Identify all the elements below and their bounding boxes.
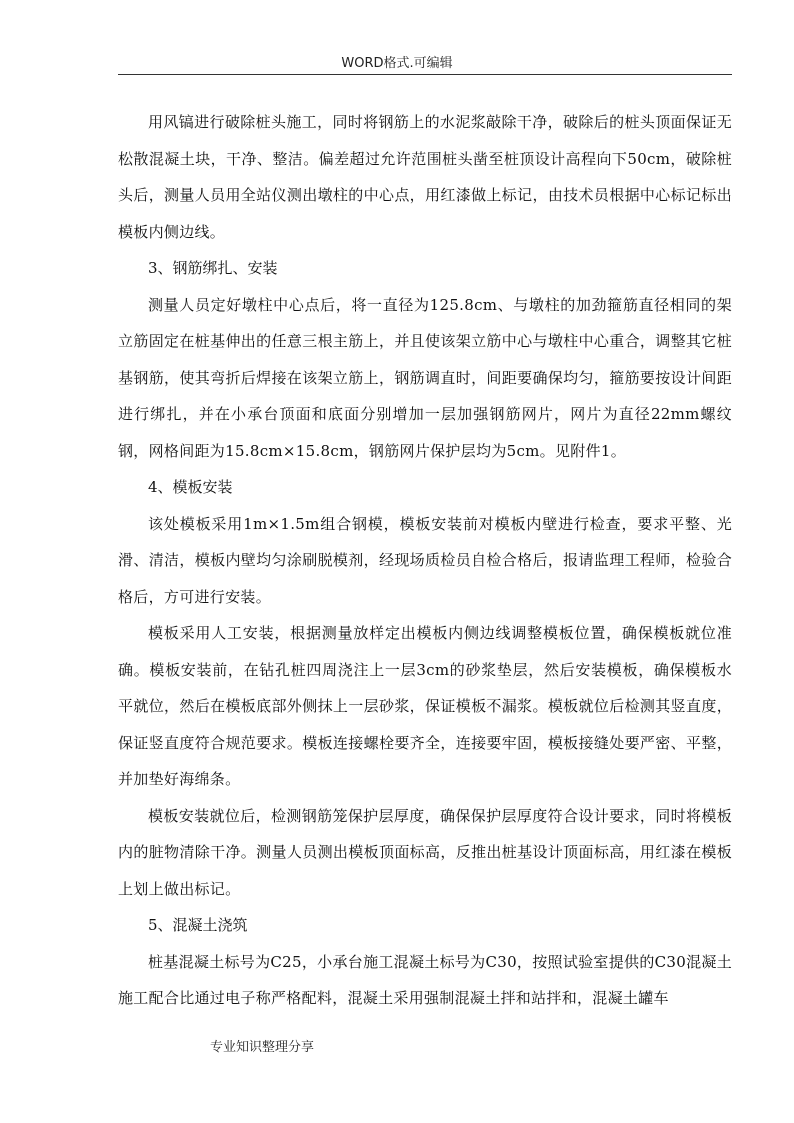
section-heading-concrete: 5、混凝土浇筑 bbox=[148, 916, 248, 934]
document-body bbox=[118, 104, 732, 1017]
paragraph-rebar-installation: 测量人员定好墩柱中心点后，将一直径为125.8cm、与墩柱的加劲箍筋直径相同的架立筋固定在桩基伸出的任意三根主筋上，并且使该架立筋中心与墩柱中心重合，调整其它桩基钢筋，使其弯折后焊接在该架立筋上，钢筋调直时，间距要确保均匀，箍筋要按设计间距进行绑扎，并在小承台顶面和底面分别增加一层加强钢筋网片，网片为直径22mm螺纹钢，网格间距为15.8cm×15.8cm，钢筋网片保护层均为5cm。见附件1。 bbox=[118, 295, 732, 460]
page-footer-text: 专业知识整理分享 bbox=[210, 1040, 315, 1055]
paragraph-formwork-inspection: 该处模板采用1m×1.5m组合钢模，模板安装前对模板内壁进行检查，要求平整、光滑、清洁，模板内壁均匀涂刷脱模剂，经现场质检员自检合格后，报请监理工程师，检验合格后，方可进行安装。 bbox=[118, 514, 732, 606]
paragraph-formwork-check: 模板安装就位后，检测钢筋笼保护层厚度，确保保护层厚度符合设计要求，同时将模板内的脏物清除干净。测量人员测出模板顶面标高，反推出桩基设计顶面标高，用红漆在模板上划上做出标记。 bbox=[118, 806, 732, 898]
paragraph-concrete-pouring: 桩基混凝土标号为C25，小承台施工混凝土标号为C30，按照试验室提供的C30混凝土施工配合比通过电子称严格配料，混凝土采用强制混凝土拌和站拌和，混凝土罐车 bbox=[118, 952, 732, 1007]
paragraph-formwork-placement: 模板采用人工安装，根据测量放样定出模板内侧边线调整模板位置，确保模板就位准确。模板安装前，在钻孔桩四周浇注上一层3cm的砂浆垫层，然后安装模板，确保模板水平就位，然后在模板底部外侧抹上一层砂浆，保证模板不漏浆。模板就位后检测其竖直度，保证竖直度符合规范要求。模板连接螺栓要齐全，连接要牢固，模板接缝处要严密、平整，并加垫好海绵条。 bbox=[118, 624, 732, 788]
header-divider bbox=[118, 74, 732, 75]
paragraph-pile-head-removal: 用风镐进行破除桩头施工，同时将钢筋上的水泥浆敲除干净，破除后的桩头顶面保证无松散混凝土块，干净、整洁。偏差超过允许范围桩头凿至桩顶设计高程向下50cm，破除桩头后，测量人员用全站仪测出墩柱的中心点，用红漆做上标记，由技术员根据中心标记标出模板内侧边线。 bbox=[118, 113, 732, 241]
section-heading-rebar: 3、钢筋绑扎、安装 bbox=[148, 259, 278, 277]
page-header-title: WORD格式.可编辑 bbox=[341, 56, 453, 71]
section-heading-formwork: 4、模板安装 bbox=[148, 478, 233, 496]
